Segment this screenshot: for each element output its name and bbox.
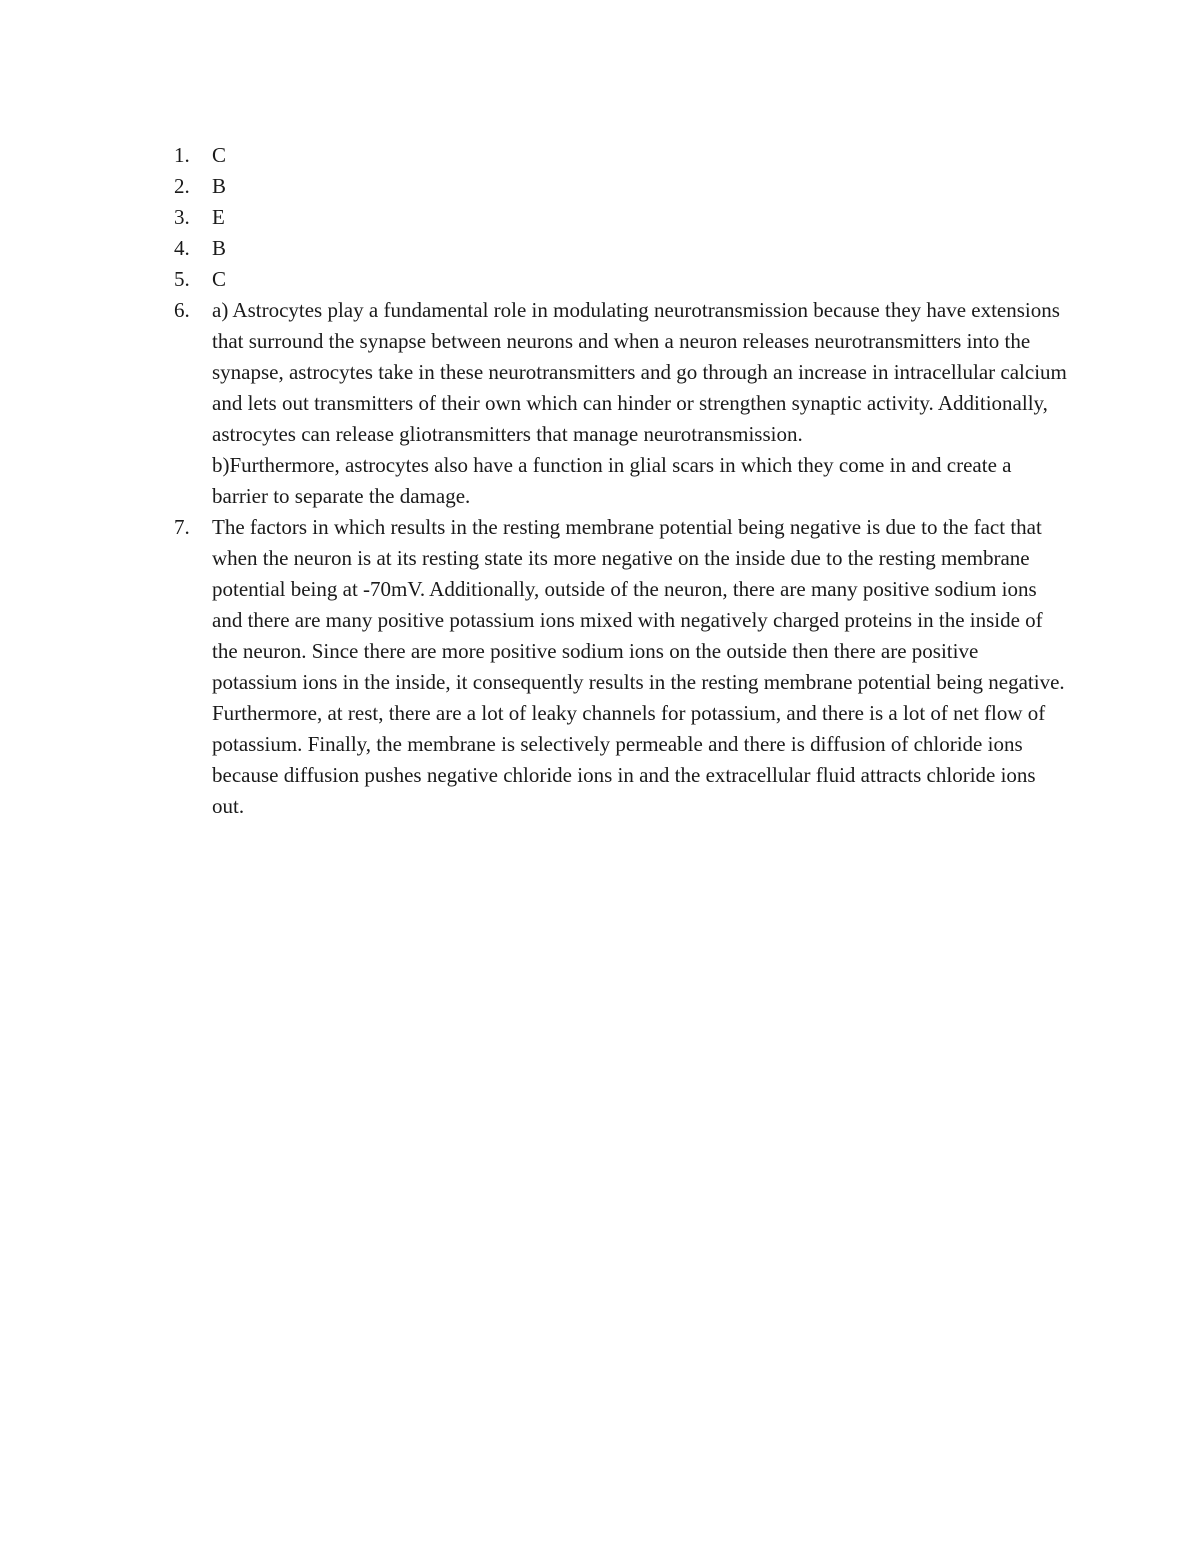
answer-text: C: [212, 143, 227, 167]
item-number: 5.: [174, 267, 190, 291]
item-number: 1.: [174, 143, 190, 167]
list-item-1: [168, 140, 1068, 171]
list-item-2: [168, 171, 1068, 202]
answer-paragraph-b: b)Furthermore, astrocytes also have a function in glial scars in which they come in and create a barrier to separate the damage.: [212, 453, 1012, 508]
item-number: 3.: [174, 205, 190, 229]
item-body: [212, 171, 1068, 202]
answer-paragraph: The factors in which results in the resting membrane potential being negative is due to the fact that when the neuron is at its resting state its more negative on the inside due to the resting membrane potential being at -70mV. Additionally, outside of the neuron, there are many positive sodium ions and there are many positive potassium ions mixed with negatively charged proteins in the inside of the neuron. Since there are more positive sodium ions on the outside then there are positive potassium ions in the inside, it consequently results in the resting membrane potential being negative. Furthermore, at rest, there are a lot of leaky channels for potassium, and there is a lot of net flow of potassium. Finally, the membrane is selectively permeable and there is diffusion of chloride ions because diffusion pushes negative chloride ions in and the extracellular fluid attracts chloride ions out.: [212, 515, 1065, 818]
list-item-4: [168, 233, 1068, 264]
item-number: 4.: [174, 236, 190, 260]
list-item-3: [168, 202, 1068, 233]
item-body: [212, 264, 1068, 295]
answer-text: E: [212, 205, 225, 229]
answer-text: B: [212, 174, 227, 198]
item-body: [212, 233, 1068, 264]
answer-text: C: [212, 267, 227, 291]
list-item-7: [168, 512, 1068, 822]
item-number: 2.: [174, 174, 190, 198]
item-body: [212, 512, 1068, 822]
item-body: [212, 202, 1068, 233]
answer-paragraph-a: a) Astrocytes play a fundamental role in modulating neurotransmission because they have extensions that surround the synapse between neurons and when a neuron releases neurotransmitters into the synapse, astrocytes take in these neurotransmitters and go through an increase in intracellular calcium and lets out transmitters of their own which can hinder or strengthen synaptic activity. Additionally, astrocytes can release gliotransmitters that manage neurotransmission.: [212, 298, 1067, 446]
item-number: 7.: [174, 515, 190, 539]
list-item-6: [168, 295, 1068, 512]
answer-text: B: [212, 236, 227, 260]
item-body: [212, 140, 1068, 171]
answer-list: [168, 140, 1068, 822]
item-body: [212, 295, 1068, 512]
list-item-5: [168, 264, 1068, 295]
item-number: 6.: [174, 298, 190, 322]
